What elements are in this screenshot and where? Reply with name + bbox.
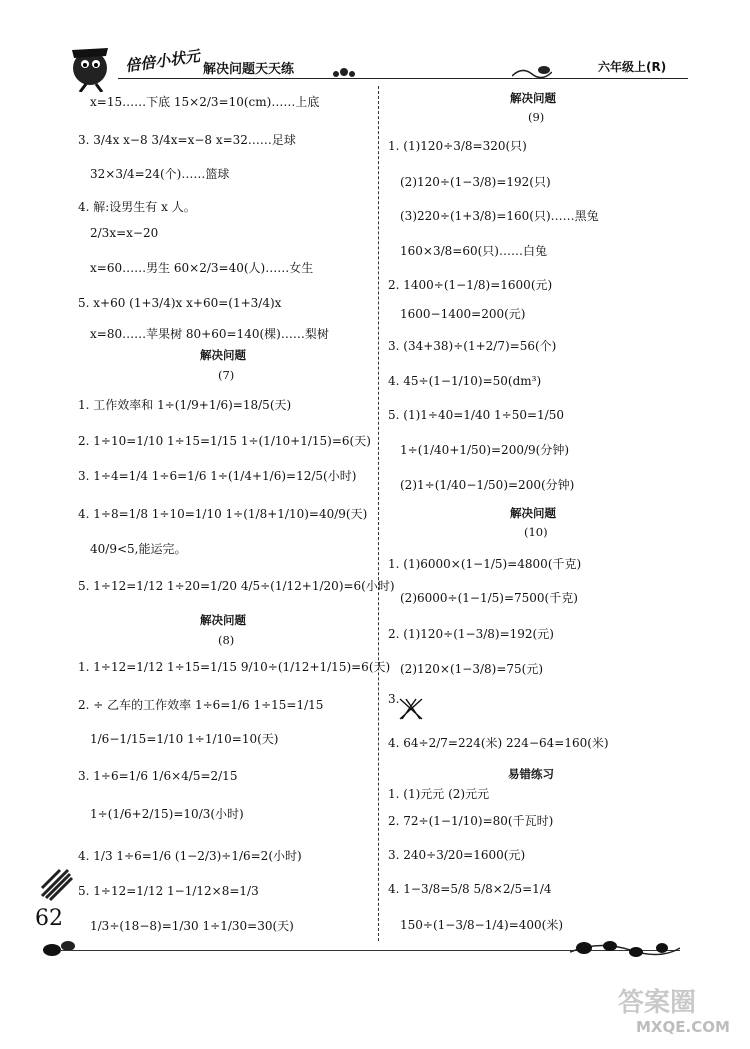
answer-line: 3. 240÷3/20=1600(元) (388, 848, 526, 862)
answer-line: 1. 工作效率和 1÷(1/9+1/6)=18/5(天) (78, 398, 292, 412)
answer-line: 2/3x=x−20 (90, 226, 159, 240)
page-header (0, 0, 750, 100)
answer-line: 40/9<5,能运完。 (90, 542, 187, 556)
section-title: 易错练习 (508, 767, 554, 781)
series-title: 解决问题天天练 (203, 62, 295, 77)
section-number: (10) (524, 525, 548, 539)
answer-line: 3. 3/4x x−8 3/4x=x−8 x=32……足球 (78, 133, 296, 147)
answer-line: 1÷(1/40+1/50)=200/9(分钟) (400, 443, 570, 457)
answer-line: x=60……男生 60×2/3=40(人)……女生 (90, 261, 314, 275)
answer-line: 2. (1)120÷(1−3/8)=192(元) (388, 627, 554, 641)
section-number: (9) (528, 110, 545, 124)
section-title: 解决问题 (510, 506, 556, 520)
answer-line: 3. (34+38)÷(1+2/7)=56(个) (388, 339, 557, 353)
answer-line: 1÷(1/6+2/15)=10/3(小时) (90, 807, 244, 821)
section-title: 解决问题 (510, 91, 556, 105)
footer-vine-icon (570, 934, 680, 964)
answer-line: 4. 64÷2/7=224(米) 224−64=160(米) (388, 736, 609, 750)
answer-line: x=15……下底 15×2/3=10(cm)……上底 (90, 95, 320, 109)
footer-leaf-icon (42, 934, 78, 962)
section-title: 解决问题 (200, 348, 246, 362)
answer-line: 150÷(1−3/8−1/4)=400(米) (400, 918, 564, 932)
answer-line: 5. 1÷12=1/12 1−1/12×8=1/3 (78, 884, 259, 898)
answer-line: 3. 1÷4=1/4 1÷6=1/6 1÷(1/4+1/6)=12/5(小时) (78, 469, 357, 483)
answer-line: 160×3/8=60(只)……白兔 (400, 244, 547, 258)
answer-line: 2. 1400÷(1−1/8)=1600(元) (388, 278, 553, 292)
answer-line: 5. x+60 (1+3/4)x x+60=(1+3/4)x (78, 296, 282, 310)
page-number: 62 (35, 906, 63, 931)
mascot-icon (66, 38, 118, 92)
answer-line: 5. 1÷12=1/12 1÷20=1/20 4/5÷(1/12+1/20)=6(小时) (78, 579, 395, 593)
answer-line: 4. 解:设男生有 x 人。 (78, 200, 196, 214)
brand-logo: 倍倍小状元 (124, 46, 201, 76)
crossed-lines-figure (398, 697, 424, 721)
column-divider (378, 86, 379, 941)
answer-line: 1. 1÷12=1/12 1÷15=1/15 9/10÷(1/12+1/15)=6(天) (78, 660, 391, 674)
answer-line: 4. 45÷(1−1/10)=50(dm³) (388, 374, 542, 388)
grade-label: 六年级上(R) (598, 60, 667, 74)
answer-line: (2)6000÷(1−1/5)=7500(千克) (400, 591, 578, 605)
answer-line: 5. (1)1÷40=1/40 1÷50=1/50 (388, 408, 564, 422)
header-rule (118, 78, 688, 79)
answer-line: 1. (1)6000×(1−1/5)=4800(千克) (388, 557, 582, 571)
watermark-url: MXQE.COM (636, 1018, 730, 1036)
answer-line: 1/6−1/15=1/10 1÷1/10=10(天) (90, 732, 279, 746)
hatched-ornament-icon (38, 866, 74, 902)
answer-line: 1. (1)120÷3/8=320(只) (388, 139, 527, 153)
answer-line: 2. 72÷(1−1/10)=80(千瓦时) (388, 814, 554, 828)
answer-line: (2)120×(1−3/8)=75(元) (400, 662, 544, 676)
answer-line: (2)120÷(1−3/8)=192(只) (400, 175, 551, 189)
section-number: (8) (218, 633, 235, 647)
answer-line: (3)220÷(1+3/8)=160(只)……黑兔 (400, 209, 599, 223)
answer-line: (2)1÷(1/40−1/50)=200(分钟) (400, 478, 575, 492)
answer-line: 4. 1−3/8=5/8 5/8×2/5=1/4 (388, 882, 552, 896)
answer-line: 3. (388, 692, 400, 706)
answer-line: 4. 1/3 1÷6=1/6 (1−2/3)÷1/6=2(小时) (78, 849, 302, 863)
answer-line: 4. 1÷8=1/8 1÷10=1/10 1÷(1/8+1/10)=40/9(天) (78, 507, 368, 521)
section-title: 解决问题 (200, 613, 246, 627)
answer-line: 2. ÷ 乙车的工作效率 1÷6=1/6 1÷15=1/15 (78, 698, 324, 712)
answer-line: 1. (1)元元 (2)元元 (388, 787, 490, 801)
answer-line: 1/3÷(18−8)=1/30 1÷1/30=30(天) (90, 919, 294, 933)
watermark-logo: 答案圈 (618, 988, 697, 1018)
answer-line: x=80……苹果树 80+60=140(棵)……梨树 (90, 327, 329, 341)
answer-line: 3. 1÷6=1/6 1/6×4/5=2/15 (78, 769, 238, 783)
section-number: (7) (218, 368, 235, 382)
answer-line: 2. 1÷10=1/10 1÷15=1/15 1÷(1/10+1/15)=6(天) (78, 434, 371, 448)
answer-line: 1600−1400=200(元) (400, 307, 526, 321)
answer-line: 32×3/4=24(个)……篮球 (90, 167, 230, 181)
